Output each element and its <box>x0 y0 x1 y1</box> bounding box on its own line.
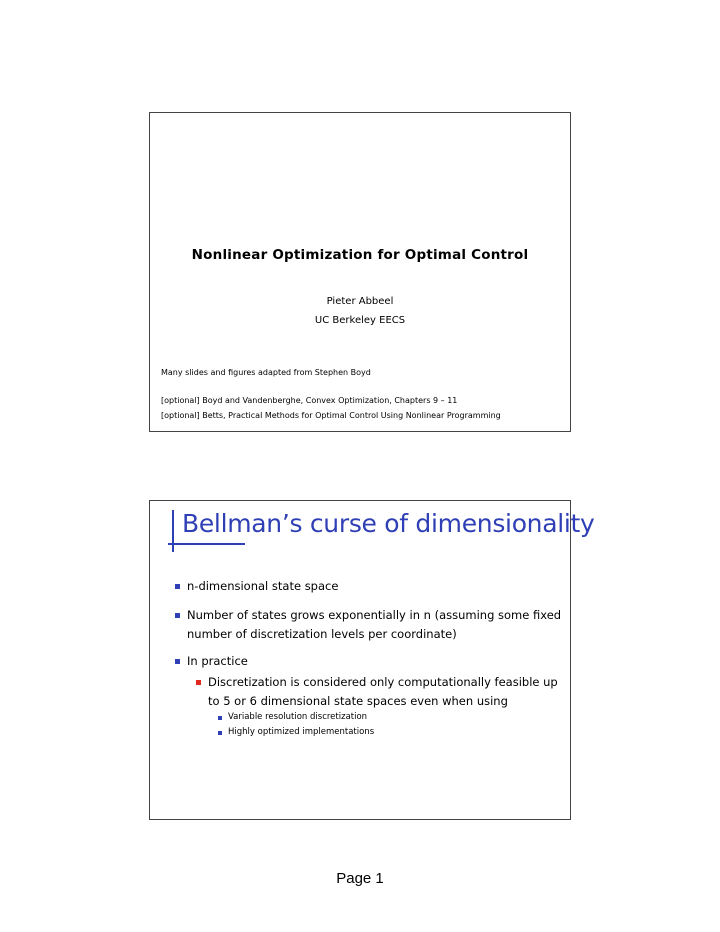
bullet-marker <box>218 731 222 735</box>
sub-sub-bullet-item <box>228 725 558 740</box>
slide-title: Nonlinear Optimization for Optimal Control <box>191 247 529 263</box>
sub-sub-bullet-item <box>228 710 558 725</box>
slide-2 <box>149 500 595 820</box>
bullet-marker <box>196 680 201 685</box>
page-number: Page 1 <box>336 870 384 887</box>
bullet-text: Variable resolution discretization <box>228 712 368 722</box>
slide-title: Bellman’s curse of dimensionality <box>182 509 595 538</box>
reference-line: [optional] Boyd and Vandenberghe, Convex Optimization, Chapters 9 – 11 <box>161 396 458 405</box>
bullet-text: n-dimensional state space <box>187 579 339 593</box>
bullet-item <box>187 652 562 671</box>
bullet-marker <box>218 716 222 720</box>
title-accent-vertical <box>172 510 174 552</box>
author-affiliation: UC Berkeley EECS <box>314 315 406 326</box>
credit-note: Many slides and figures adapted from Stephen Boyd <box>161 368 371 377</box>
bullet-text: In practice <box>187 654 248 668</box>
bullet-text: Highly optimized implementations <box>228 727 375 737</box>
slide-1 <box>149 112 571 432</box>
author-name: Pieter Abbeel <box>326 296 394 307</box>
bullet-text: Number of states grows exponentially in n (assuming some fixed number of discretization levels per coordinate) <box>187 608 562 641</box>
title-accent-horizontal <box>168 543 245 545</box>
bullet-item <box>187 606 562 644</box>
bullet-item <box>187 577 562 596</box>
bullet-marker <box>175 613 180 618</box>
reference-line: [optional] Betts, Practical Methods for Optimal Control Using Nonlinear Programming <box>161 411 501 420</box>
bullet-marker <box>175 584 180 589</box>
sub-bullet-item <box>208 673 563 711</box>
bullet-text: Discretization is considered only computationally feasible up to 5 or 6 dimensional state spaces even when using <box>208 675 558 708</box>
bullet-marker <box>175 659 180 664</box>
